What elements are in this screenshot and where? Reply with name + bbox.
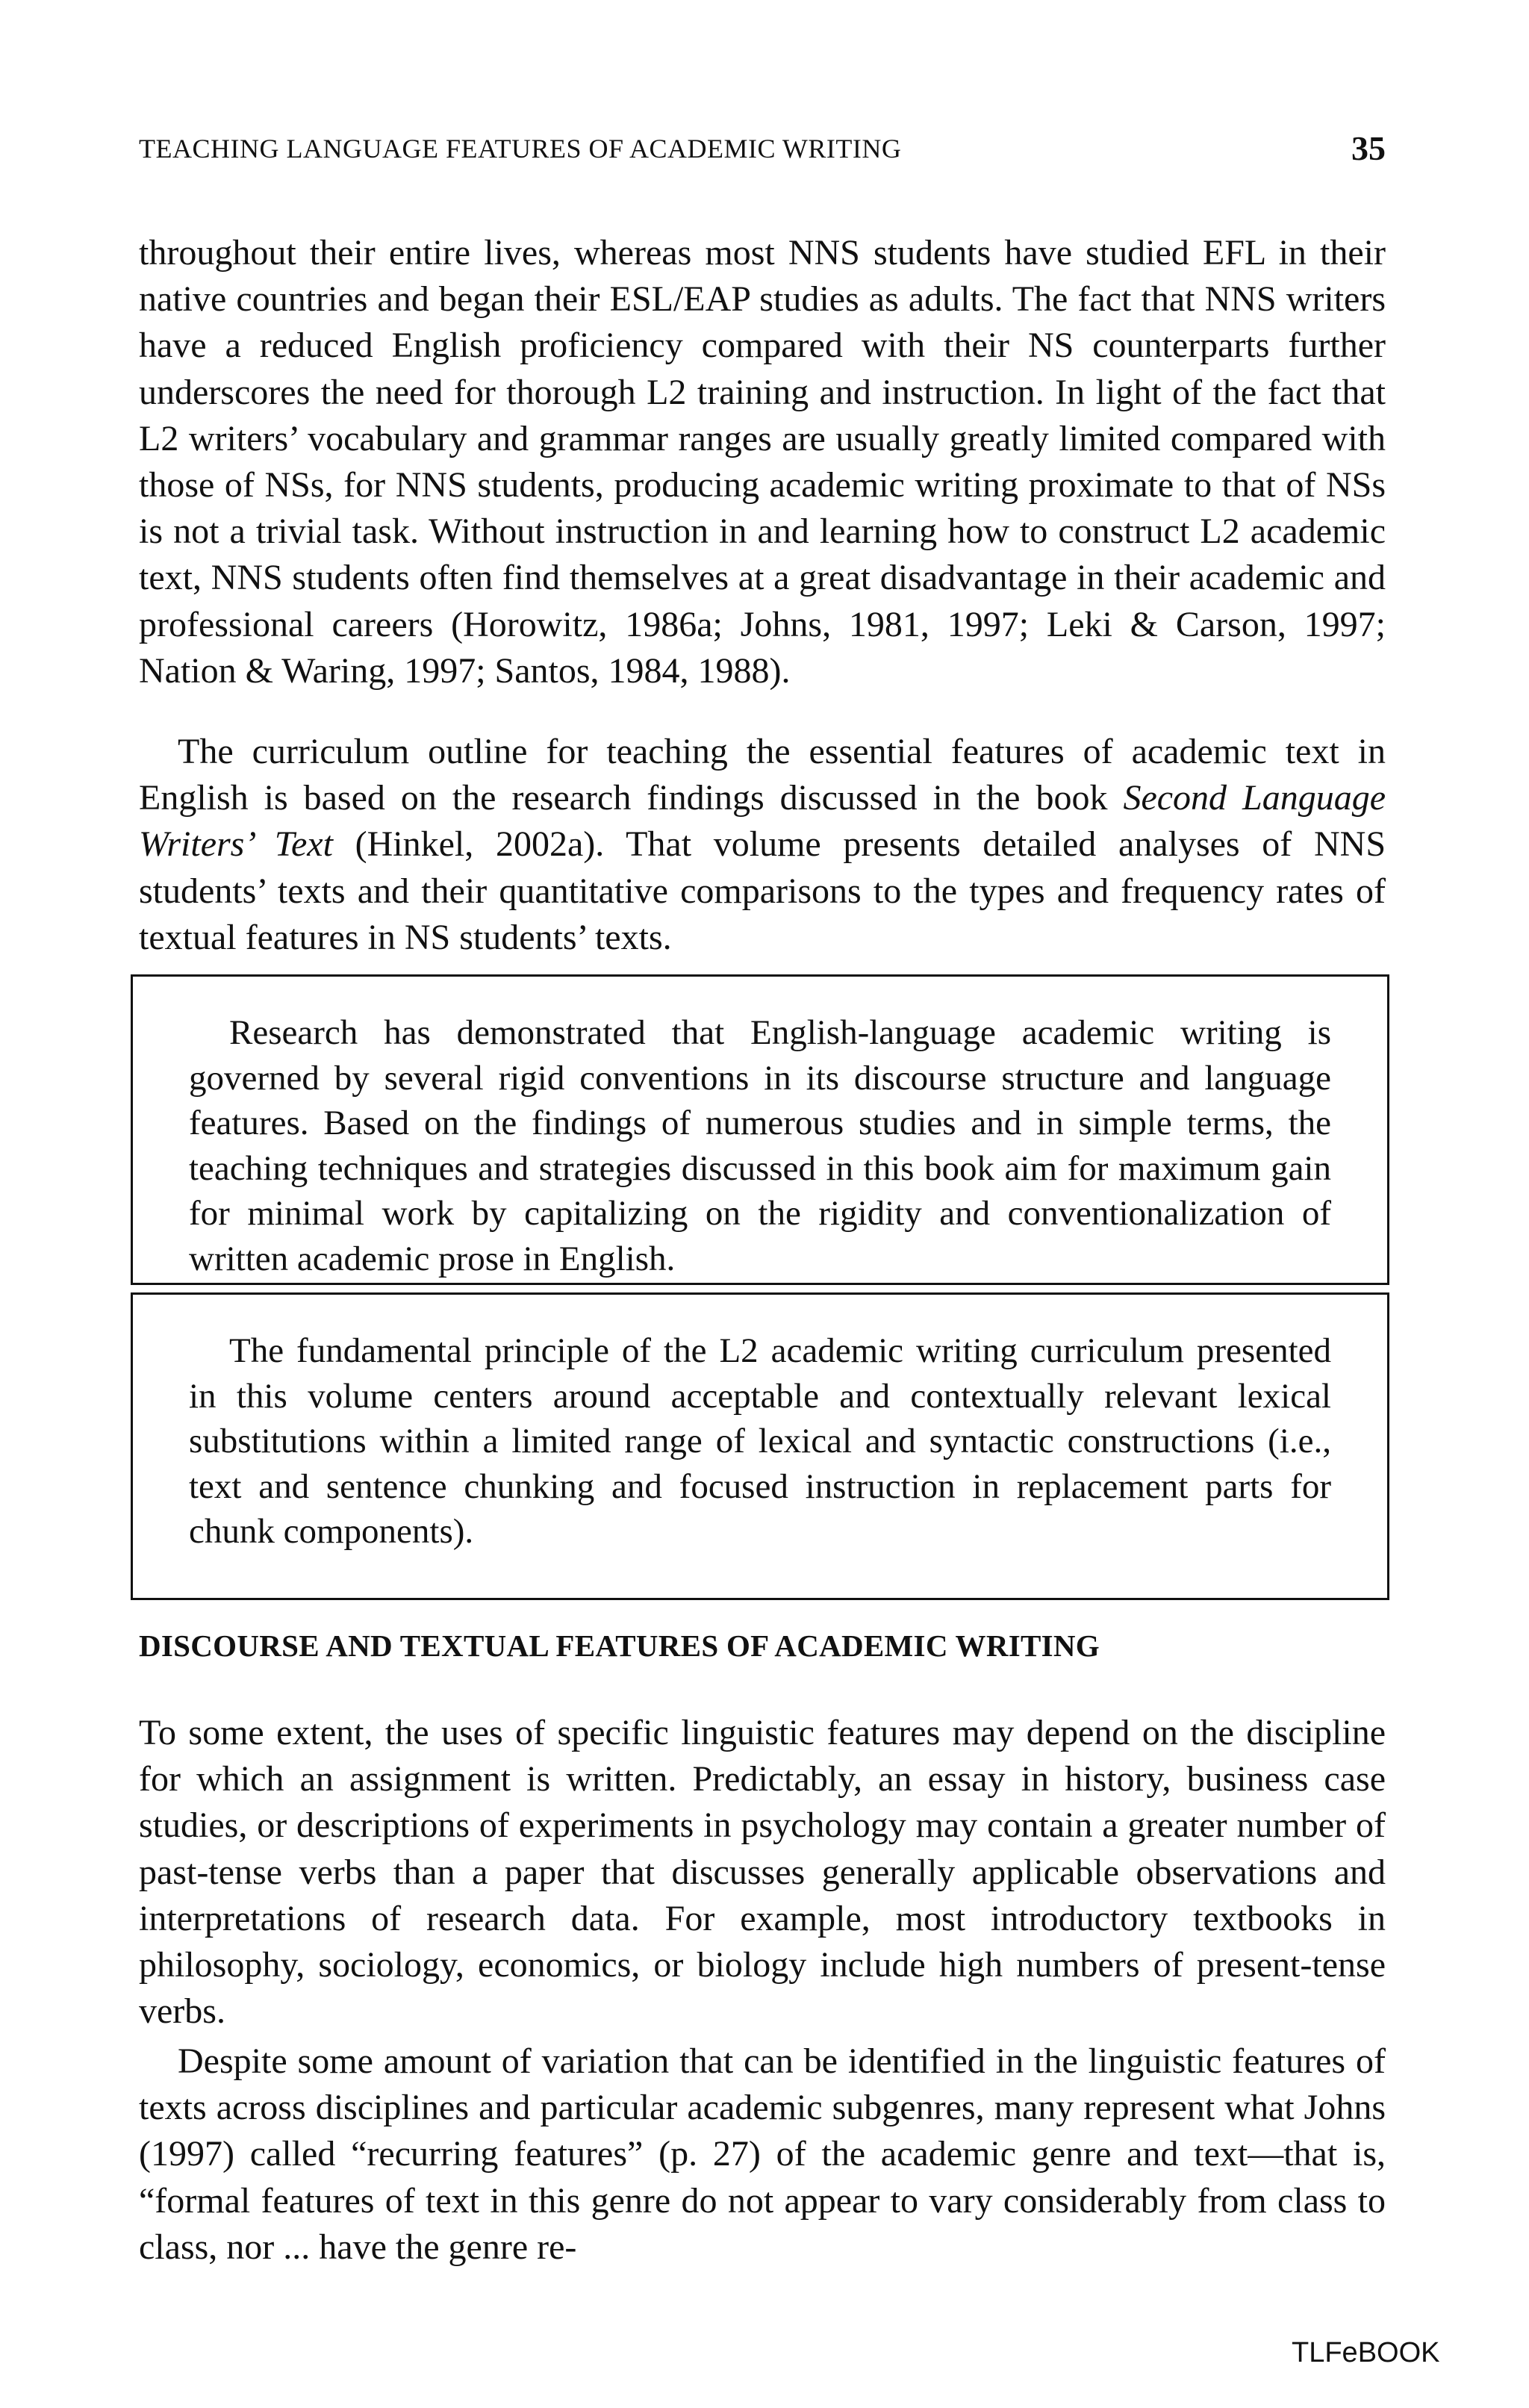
callout-box-2-text: The fundamental principle of the L2 academic writing curriculum presented in this volume centers around acceptable and contextually relevant lexical substitutions within a limited range of lexical and syntactic constructions (i.e., text and sentence chunking and focused instruction in replacement parts for chunk components). [189, 1331, 1331, 1551]
page-number: 35 [1351, 129, 1386, 167]
body-paragraph-1: throughout their entire lives, whereas most NNS students have studied EFL in their native countries and began their ESL/EAP studies as adults. The fact that NNS writers have a reduced English proficiency compared with their NS counterparts further underscores the need for thorough L2 training and instruction. In light of the fact that L2 writers’ vocabulary and grammar ranges are usually greatly limited compared with those of NSs, for NNS students, producing academic writing proximate to that of NSs is not a trivial task. Without instruction in and learning how to construct L2 academic text, NNS students often find themselves at a great disadvantage in their academic and professional careers (Horowitz, 1986a; Johns, 1981, 1997; Leki & Carson, 1997; Nation & Waring, 1997; Santos, 1984, 1988). [139, 233, 1386, 691]
callout-box-2 [131, 1292, 1389, 1600]
running-title: TEACHING LANGUAGE FEATURES OF ACADEMIC WRITING [139, 134, 902, 164]
callout-box-1-text: Research has demonstrated that English-language academic writing is governed by several rigid conventions in its discourse structure and language features. Based on the findings of numerous studies and in simple terms, the teaching techniques and strategies discussed in this book aim for maximum gain for minimal work by capitalizing on the rigidity and conventionalization of written academic prose in English. [189, 1013, 1331, 1278]
body-paragraph-2 [139, 729, 1386, 961]
section-heading: DISCOURSE AND TEXTUAL FEATURES OF ACADEMIC WRITING [139, 1628, 1100, 1663]
body-paragraph-4: Despite some amount of variation that can be identified in the linguistic features of texts across disciplines and particular academic subgenres, many represent what Johns (1997) called “recurring features” (p. 27) of the academic genre and text—that is, “formal features of text in this genre do not appear to vary considerably from class to class, nor ... have the genre re- [139, 2041, 1386, 2267]
book-title-citation: Second Language Writers’ Text [139, 778, 1386, 865]
body-paragraph-3: To some extent, the uses of specific linguistic features may depend on the discipline for which an assignment is written. Predictably, an essay in history, business case studies, or descriptions of experiments in psychology may contain a greater number of past-tense verbs than a paper that discusses generally applicable observations and interpretations of research data. For example, most introductory textbooks in philosophy, sociology, economics, or biology include high numbers of present-tense verbs. [139, 1713, 1386, 2032]
callout-box-1 [131, 974, 1389, 1285]
watermark: TLFeBOOK [1292, 2337, 1440, 2368]
paragraph-2-end: (Hinkel, 2002a). That volume presents detailed analyses of NNS students’ texts and their quantitative comparisons to the types and frequency rates of textual features in NS students’ texts. [139, 824, 1386, 957]
paragraph-2-start: The curriculum outline for teaching the essential features of academic text in English is based on the research findings discussed in the book [139, 732, 1386, 818]
running-header [139, 129, 1386, 178]
